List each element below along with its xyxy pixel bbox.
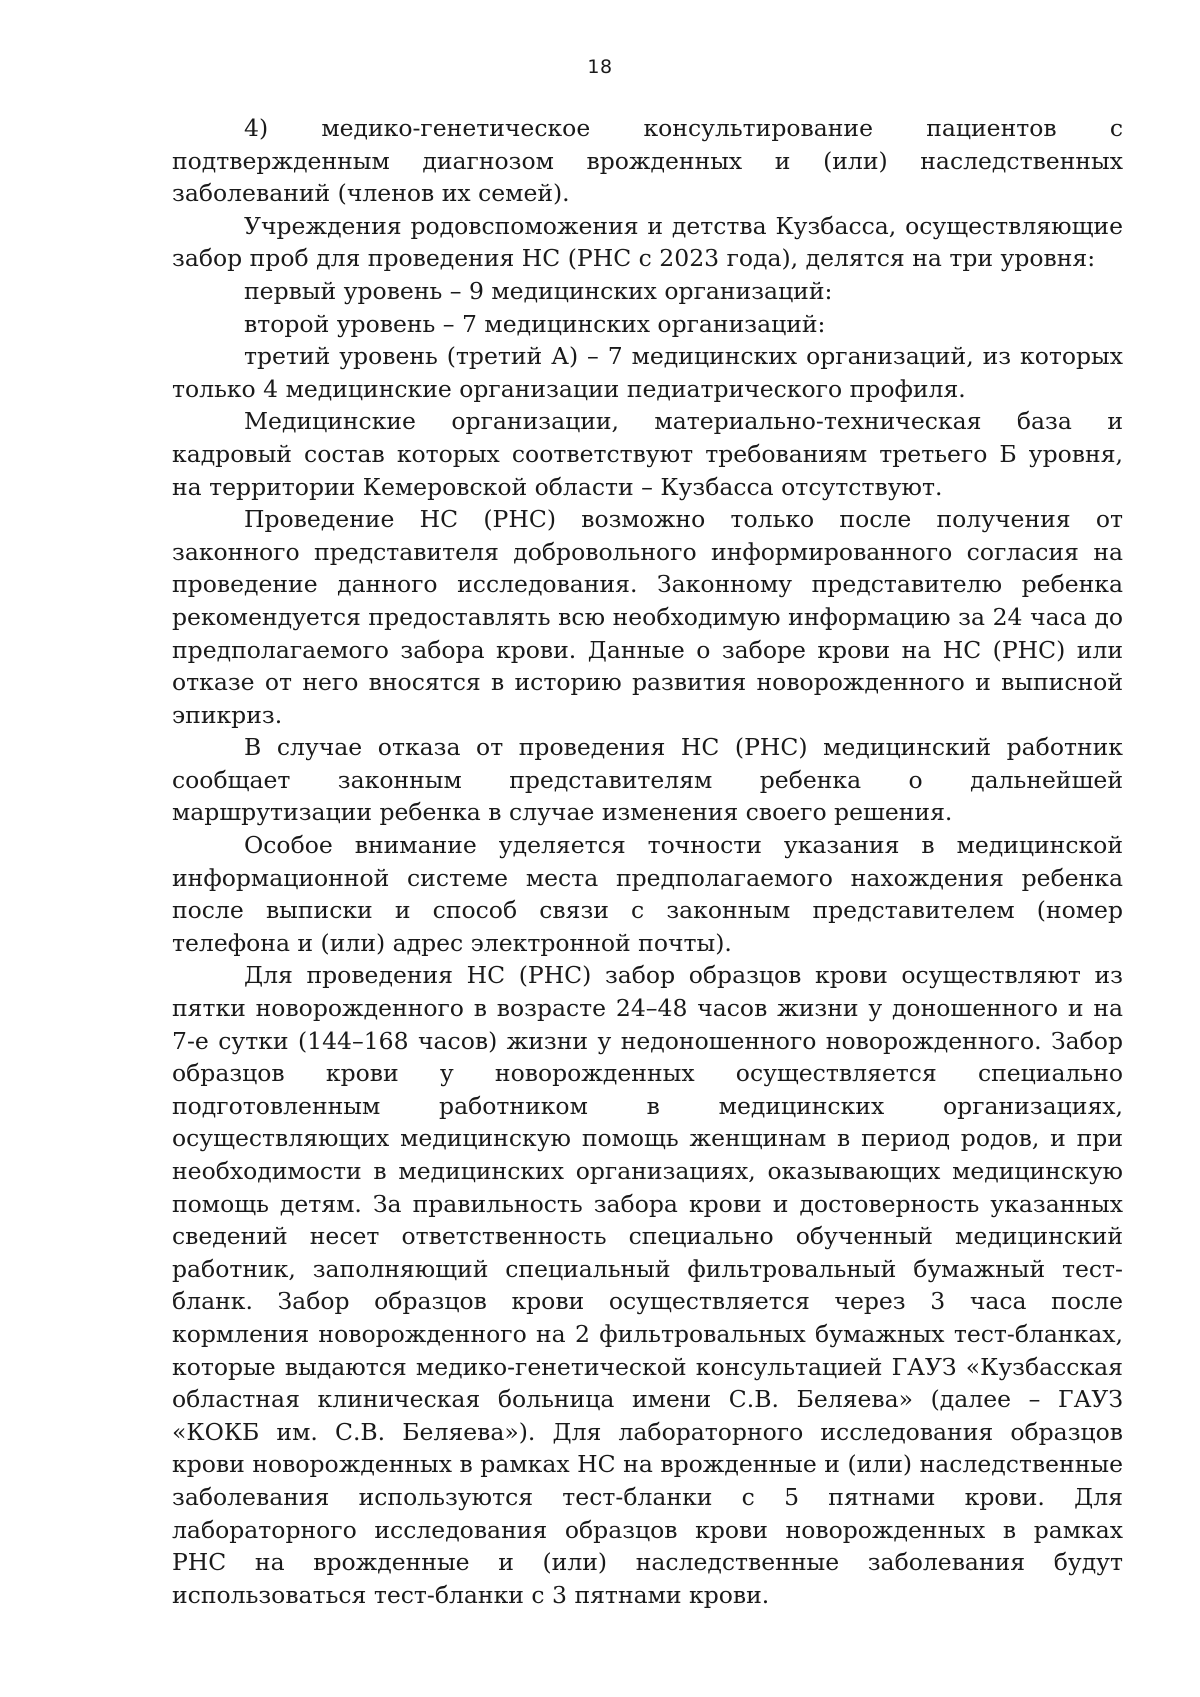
paragraph-refusal: В случае отказа от проведения НС (РНС) медицинский работник сообщает законным представителям ребенка о дальнейшей маршрутизации ребенка в случае изменения своего решения.	[172, 733, 1123, 827]
page-body	[172, 112, 1123, 1611]
paragraph-blood-sampling: Для проведения НС (РНС) забор образцов крови осуществляют из пятки новорожденного в возрасте 24–48 часов жизни у доношенного и на 7-е сутки (144–168 часов) жизни у недоношенного новорожденного. Забор образцов крови у новорожденных осуществляется специально подготовленным работником в медицинских организациях, осуществляющих медицинскую помощь женщинам в период родов, и при необходимости в медицинских организациях, оказывающих медицинскую помощь детям. За правильность забора крови и достоверность указанных сведений несет ответственность специально обученный медицинский работник, заполняющий специальный фильтровальный бумажный тест-бланк. Забор образцов крови осуществляется через 3 часа после кормления новорожденного на 2 фильтровальных бумажных тест-бланках, которые выдаются медико-генетической консультацией ГАУЗ «Кузбасская областная клиническая больница имени С.В. Беляева» (далее – ГАУЗ «КОКБ им. С.В. Беляева»). Для лабораторного исследования образцов крови новорожденных в рамках НС на врожденные и (или) наследственные заболевания используются тест-бланки с 5 пятнами крови. Для лабораторного исследования образцов крови новорожденных в рамках РНС на врожденные и (или) наследственные заболевания будут использоваться тест-бланки с 3 пятнами крови.	[172, 961, 1123, 1609]
paragraph-consent: Проведение НС (РНС) возможно только после получения от законного представителя добровольного информированного согласия на проведение данного исследования. Законному представителю ребенка рекомендуется предоставлять всю необходимую информацию за 24 часа до предполагаемого забора крови. Данные о заборе крови на НС (РНС) или отказе от него вносятся в историю развития новорожденного и выписной эпикриз.	[172, 505, 1123, 729]
paragraph-item-4: 4) медико-генетическое консультирование пациентов с подтвержденным диагнозом врожденных и (или) наследственных заболеваний (членов их семей).	[172, 114, 1123, 208]
paragraph-institution-levels: Учреждения родовспоможения и детства Кузбасса, осуществляющие забор проб для проведения НС (РНС с 2023 года), делятся на три уровня:	[172, 211, 1123, 273]
level-second-line: второй уровень – 7 медицинских организаций:	[244, 309, 826, 338]
paragraph-level-3b-absent: Медицинские организации, материально-техническая база и кадровый состав которых соответствуют требованиям третьего Б уровня, на территории Кемеровской области – Кузбасса отсутствуют.	[172, 407, 1123, 501]
level-first-line: первый уровень – 9 медицинских организаций:	[244, 276, 833, 305]
level-third-line: третий уровень (третий А) – 7 медицинских организаций, из которых только 4 медицинские организации педиатрического профиля.	[172, 342, 1123, 403]
paragraph-special-attention: Особое внимание уделяется точности указания в медицинской информационной системе места предполагаемого нахождения ребенка после выписки и способ связи с законным представителем (номер телефона и (или) адрес электронной почты).	[172, 831, 1123, 957]
page-number: 18	[587, 56, 613, 78]
